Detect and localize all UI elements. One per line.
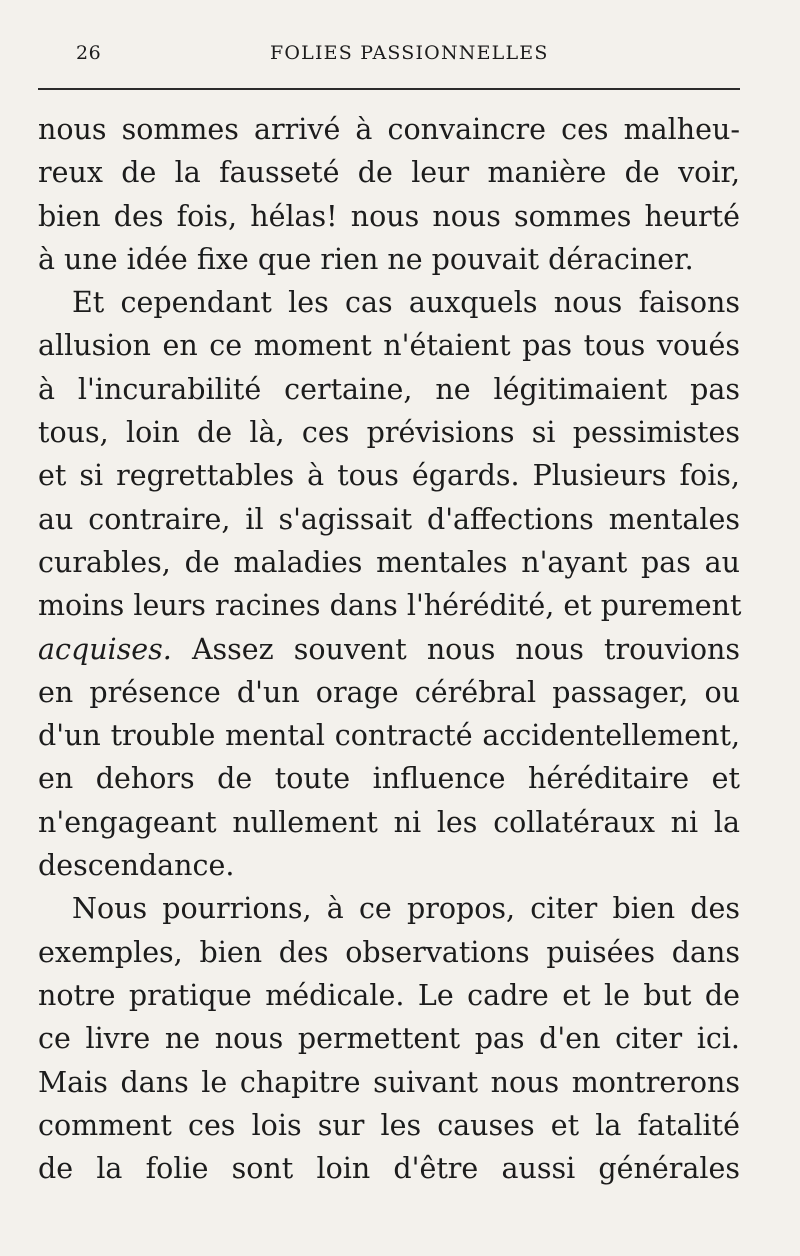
text-line: curables, de maladies mentales n'ayant pas au xyxy=(38,545,740,579)
text-line: nous sommes arrivé à convaincre ces malheu- xyxy=(38,113,740,146)
text-line: moins leurs racines dans l'hérédité, et purement xyxy=(38,589,742,623)
text-line: Et cependant les cas auxquels nous faisons xyxy=(72,286,740,320)
text-line: bien des fois, hélas! nous nous sommes heurté xyxy=(38,199,740,233)
header-rule xyxy=(38,88,740,90)
text-line: au contraire, il s'agissait d'affections mentales xyxy=(38,502,740,536)
body-text xyxy=(38,108,740,1190)
text-line: de la folie sont loin d'être aussi générales xyxy=(38,1152,740,1186)
running-title: FOLIES PASSIONNELLES xyxy=(270,42,549,64)
text-segment: Assez souvent nous nous trouvions xyxy=(171,632,740,666)
text-line: en présence d'un orage cérébral passager, ou xyxy=(38,675,740,709)
text-line: Mais dans le chapitre suivant nous montrerons xyxy=(38,1065,740,1099)
text-line: ce livre ne nous permettent pas d'en citer ici. xyxy=(38,1022,740,1056)
text-line: et si regrettables à tous égards. Plusieurs fois, xyxy=(38,459,740,493)
text-line: notre pratique médicale. Le cadre et le but de xyxy=(38,978,740,1012)
text-line: en dehors de toute influence héréditaire et xyxy=(38,762,740,796)
text-line: reux de la fausseté de leur manière de voir, xyxy=(38,156,740,190)
text-line: Nous pourrions, à ce propos, citer bien des xyxy=(72,892,740,926)
text-line-mixed xyxy=(38,628,740,671)
text-line: exemples, bien des observations puisées dans xyxy=(38,935,740,969)
text-line: n'engageant nullement ni les collatéraux ni la xyxy=(38,805,740,839)
text-line: allusion en ce moment n'étaient pas tous voués xyxy=(38,329,740,363)
text-line: descendance. xyxy=(38,849,235,883)
text-line: à l'incurabilité certaine, ne légitimaient pas xyxy=(38,372,740,406)
page-number: 26 xyxy=(76,42,102,64)
text-line: à une idée fixe que rien ne pouvait déraciner. xyxy=(38,242,694,276)
text-line: tous, loin de là, ces prévisions si pessimistes xyxy=(38,416,740,450)
text-line: d'un trouble mental contracté accidentellement, xyxy=(38,719,740,753)
italic-word: acquises. xyxy=(38,632,172,666)
page-header xyxy=(38,0,740,74)
text-line: comment ces lois sur les causes et la fatalité xyxy=(38,1108,740,1142)
